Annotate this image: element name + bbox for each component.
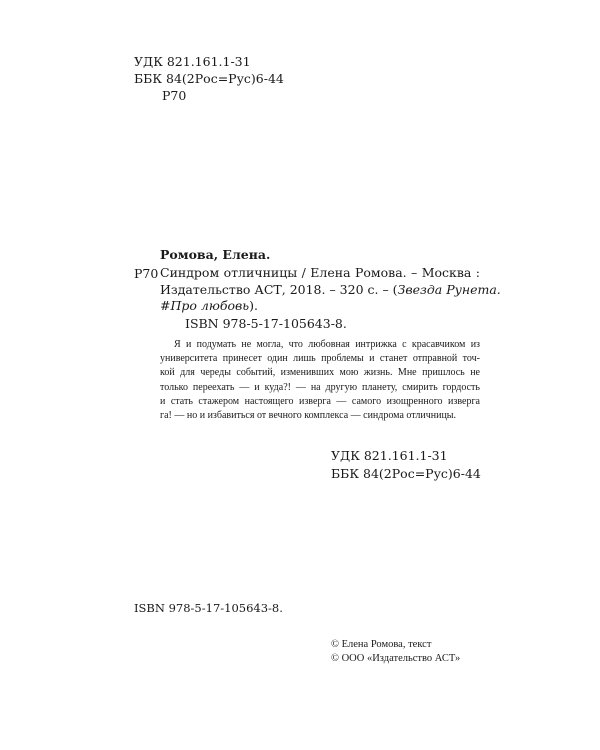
card-bbk-code: ББК 84(2Рос=Рус)6-44 — [331, 466, 481, 481]
top-bbk-code: ББК 84(2Рос=Рус)6-44 — [134, 71, 284, 86]
card-author: Ромова, Елена. — [160, 247, 271, 262]
annotation-line: только переехать — и куда?! — на другую планету, смирить гордость — [160, 381, 480, 393]
card-bibliographic-description — [160, 265, 501, 315]
biblio-series-title: Звезда Рунета. — [397, 281, 501, 297]
biblio-closing: ). — [249, 298, 258, 313]
bottom-isbn: ISBN 978-5-17-105643-8. — [134, 601, 283, 615]
biblio-publisher: Издательство АСТ, 2018. – 320 с. – ( — [160, 281, 398, 297]
card-annotation — [160, 338, 480, 423]
biblio-line-2 — [160, 281, 501, 299]
biblio-line-3 — [160, 298, 480, 315]
annotation-line: кой для череды событий, изменивших мою жизнь. Мне пришлось не — [160, 367, 480, 379]
copyright-author: © Елена Ромова, текст — [331, 639, 432, 650]
top-classification-codes — [134, 53, 284, 104]
annotation-line: га! — но и избавиться от вечного комплекса — синдрома отличницы. — [160, 410, 457, 422]
card-isbn: ISBN 978-5-17-105643-8. — [185, 316, 347, 331]
top-author-mark: Р70 — [162, 88, 187, 103]
copyright-block — [331, 638, 460, 666]
annotation-line: университета принесет один лишь проблемы и станет отправной точ- — [160, 353, 480, 365]
copyright-publisher: © ООО «Издательство АСТ» — [331, 653, 461, 664]
card-udk-code: УДК 821.161.1-31 — [331, 448, 448, 463]
card-classification-codes — [331, 447, 481, 483]
annotation-line: Я и подумать не могла, что любовная интрижка с красавчиком из — [174, 339, 480, 350]
biblio-series-subtitle: #Про любовь — [160, 298, 250, 313]
top-udk-code: УДК 821.161.1-31 — [134, 54, 251, 69]
biblio-line-1: Синдром отличницы / Елена Ромова. – Москва : — [160, 265, 480, 280]
annotation-line: и стать стажером настоящего изверга — самого изощренного изверга — [160, 395, 480, 407]
card-author-mark: Р70 — [134, 266, 159, 281]
